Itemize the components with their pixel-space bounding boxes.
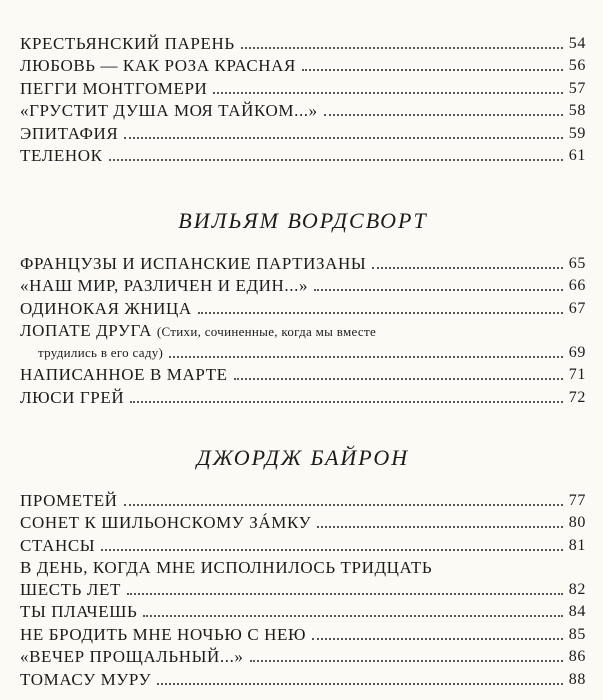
toc-entry (20, 512, 586, 535)
entry-title: НАПИСАННОЕ В МАРТЕ (20, 365, 228, 384)
toc-entry (20, 275, 586, 298)
toc-entry (20, 145, 586, 168)
page-number: 77 (568, 491, 586, 509)
entry-title: «ГРУСТИТ ДУША МОЯ ТАЙКОМ...» (20, 101, 318, 120)
dot-leader (241, 47, 563, 49)
dot-leader (124, 137, 562, 139)
entry-subtitle: трудились в его саду) (38, 344, 164, 360)
page-number: 57 (568, 79, 586, 97)
dot-leader (324, 114, 563, 116)
entry-title: СОНЕТ К ШИЛЬОНСКОМУ ЗÁМКУ (20, 513, 312, 532)
section-heading: ДЖОРДЖ БАЙРОН (196, 445, 410, 470)
toc-entry (20, 364, 586, 387)
toc-entry (20, 646, 586, 669)
dot-leader (130, 401, 563, 403)
toc-entry (20, 252, 586, 275)
toc-entry (20, 386, 586, 409)
dot-leader (312, 638, 563, 640)
toc-section-1 (20, 32, 586, 167)
entry-title: ПРОМЕТЕЙ (20, 490, 118, 510)
dot-leader (234, 378, 563, 380)
toc-entry (20, 100, 586, 123)
page-number: 80 (568, 514, 586, 531)
page-number: 69 (568, 343, 586, 361)
entry-title: В ДЕНЬ, КОГДА МНЕ ИСПОЛНИЛОСЬ ТРИДЦАТЬ (20, 557, 433, 577)
dot-leader (213, 92, 562, 94)
entry-title-line (20, 320, 586, 342)
entry-title: «НАШ МИР, РАЗЛИЧЕН И ЕДИН...» (20, 276, 309, 295)
toc-entry (20, 601, 586, 624)
entry-title: ЛОПАТЕ ДРУГА (20, 320, 153, 340)
page-number: 54 (568, 34, 586, 52)
toc-entry (20, 55, 586, 78)
toc-entry (20, 297, 586, 320)
page-number: 58 (568, 102, 586, 119)
dot-leader (372, 267, 563, 269)
entry-title: ШЕСТЬ ЛЕТ (20, 579, 121, 599)
dot-leader (127, 593, 563, 595)
entry-title: ТЕЛЕНОК (20, 146, 103, 165)
entry-title-line (20, 342, 586, 364)
page-number: 61 (568, 147, 586, 164)
entry-title: СТАНСЫ (20, 535, 96, 555)
toc-entry (20, 122, 586, 145)
toc-section-byron (20, 443, 586, 691)
toc-section-wordsworth (20, 206, 586, 409)
page-number: 84 (568, 603, 586, 620)
entry-title: ПЕГГИ МОНТГОМЕРИ (20, 78, 208, 98)
entry-subtitle: (Стихи, сочиненные, когда мы вместе (156, 323, 377, 339)
section-heading: ВИЛЬЯМ ВОРДСВОРТ (178, 208, 428, 233)
toc-entry (20, 557, 586, 601)
toc-entry (20, 668, 586, 691)
dot-leader (302, 69, 563, 71)
toc-entry (20, 623, 586, 646)
entry-title: НЕ БРОДИТЬ МНЕ НОЧЬЮ С НЕЮ (20, 624, 307, 644)
dot-leader (157, 683, 563, 685)
page-number: 82 (568, 580, 586, 598)
toc-entry (20, 32, 586, 55)
page-number: 67 (568, 299, 586, 317)
page-number: 85 (568, 625, 586, 643)
toc-entry (20, 320, 586, 364)
page-number: 72 (568, 388, 586, 406)
dot-leader (109, 159, 563, 161)
dot-leader (198, 312, 563, 314)
dot-leader (169, 356, 563, 358)
entry-title: ОДИНОКАЯ ЖНИЦА (20, 298, 192, 318)
entry-title: ТЫ ПЛАЧЕШЬ (20, 602, 138, 621)
page-number: 65 (568, 254, 586, 272)
page-number: 86 (568, 648, 586, 665)
page-number: 71 (568, 366, 586, 383)
page-number: 66 (568, 277, 586, 294)
entry-title-line (20, 557, 586, 579)
page-number: 59 (568, 124, 586, 142)
dot-leader (143, 615, 562, 617)
dot-leader (124, 504, 563, 506)
entry-title: ФРАНЦУЗЫ И ИСПАНСКИЕ ПАРТИЗАНЫ (20, 253, 367, 273)
toc-entry (20, 489, 586, 512)
entry-title: ЛЮСИ ГРЕЙ (20, 387, 125, 407)
entry-title: ЛЮБОВЬ — КАК РОЗА КРАСНАЯ (20, 56, 296, 75)
entry-title: ТОМАСУ МУРУ (20, 669, 152, 689)
dot-leader (314, 289, 563, 291)
page-number: 88 (568, 670, 586, 688)
dot-leader (101, 549, 563, 551)
toc-entry (20, 77, 586, 100)
page-number: 81 (568, 536, 586, 554)
entry-title: «ВЕЧЕР ПРОЩАЛЬНЫЙ...» (20, 647, 244, 666)
entry-title-line (20, 579, 586, 601)
dot-leader (250, 660, 563, 662)
entry-title: ЭПИТАФИЯ (20, 123, 119, 143)
toc-entry (20, 534, 586, 557)
entry-title: КРЕСТЬЯНСКИЙ ПАРЕНЬ (20, 33, 235, 53)
dot-leader (317, 526, 563, 528)
page-number: 56 (568, 57, 586, 74)
